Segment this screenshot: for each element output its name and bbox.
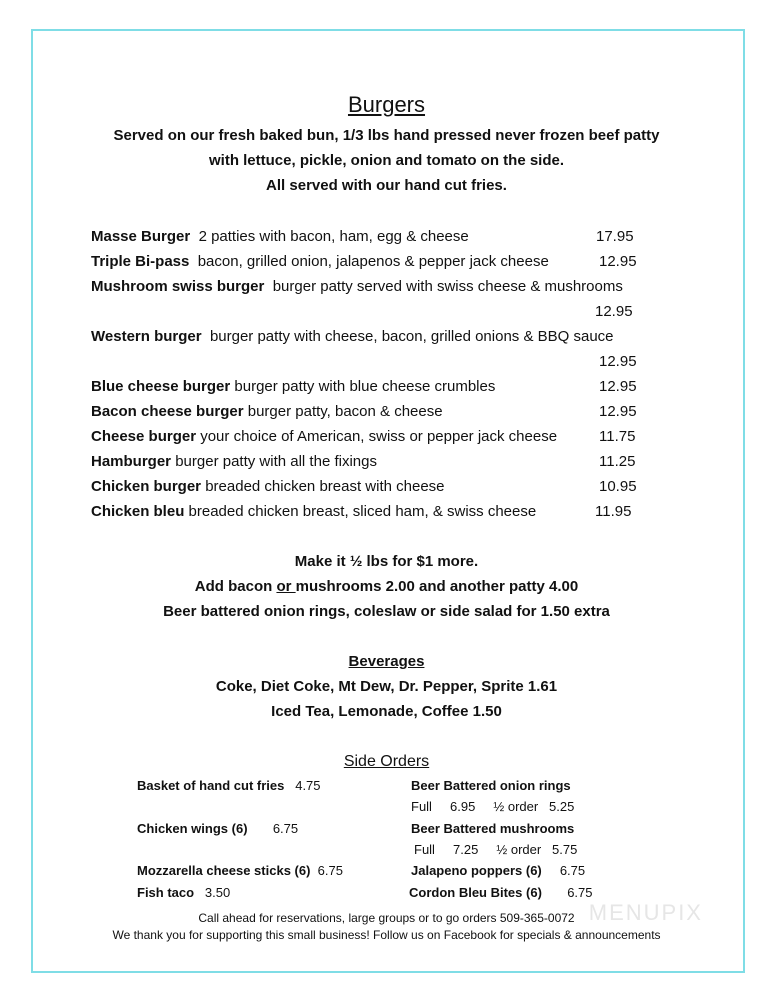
item-price: 11.25 (599, 453, 636, 470)
watermark: MENUPIX (588, 900, 703, 925)
menu-item (91, 478, 445, 495)
side-price: 4.75 (295, 778, 321, 793)
item-name: Mushroom swiss burger (91, 278, 265, 295)
side-name: Fish taco (137, 885, 195, 900)
item-name: Hamburger (91, 453, 172, 470)
item-name: Masse Burger (91, 228, 191, 245)
item-name: Chicken burger (91, 478, 202, 495)
side-onion-rings-prices: Full 6.95 ½ order 5.25 (411, 799, 575, 814)
item-desc: your choice of American, swiss or pepper jack cheese (200, 428, 558, 445)
extra-sides: Beer battered onion rings, coleslaw or side salad for 1.50 extra (163, 603, 610, 620)
side-name: Chicken wings (6) (137, 821, 248, 836)
menu-item (91, 503, 536, 520)
menu-item (91, 328, 614, 345)
side-item-poppers: Jalapeno poppers (6) 6.75 (411, 863, 586, 878)
side-name: Mozzarella cheese sticks (6) (137, 863, 311, 878)
menu-item (91, 253, 549, 270)
item-desc: 2 patties with bacon, ham, egg & cheese (198, 228, 469, 245)
item-price: 17.95 (596, 228, 634, 245)
side-orders-heading: Side Orders (343, 753, 430, 770)
side-mushrooms-prices: Full 7.25 ½ order 5.75 (414, 842, 578, 857)
menu-item (91, 278, 623, 295)
menu-title: Burgers (347, 92, 426, 117)
item-desc: burger patty, bacon & cheese (247, 403, 443, 420)
item-price: 12.95 (595, 303, 633, 320)
extra-half-lb: Make it ½ lbs for $1 more. (294, 553, 479, 570)
side-item (137, 821, 298, 836)
item-name: Bacon cheese burger (91, 403, 244, 420)
item-name: Chicken bleu (91, 503, 185, 520)
menu-item (91, 378, 495, 395)
footer-reservations: Call ahead for reservations, large groups or to go orders 509-365-0072 (198, 911, 575, 925)
side-name: Basket of hand cut fries (137, 778, 285, 793)
side-price: 6.75 (317, 863, 343, 878)
extra-addons: Add bacon or mushrooms 2.00 and another patty 4.00 (194, 578, 579, 595)
beverages-line-1: Coke, Diet Coke, Mt Dew, Dr. Pepper, Sprite 1.61 (215, 678, 558, 695)
side-item-onion-rings: Beer Battered onion rings (411, 778, 571, 793)
menu-item (91, 403, 443, 420)
item-desc: breaded chicken breast with cheese (205, 478, 445, 495)
menu-item (91, 228, 469, 245)
item-desc: burger patty served with swiss cheese & mushrooms (272, 278, 623, 295)
item-price: 12.95 (599, 353, 637, 370)
item-price: 11.75 (599, 428, 636, 445)
item-price: 12.95 (599, 378, 637, 395)
intro-line-1: Served on our fresh baked bun, 1/3 lbs hand pressed never frozen beef patty (113, 127, 660, 144)
item-price: 11.95 (595, 503, 632, 520)
footer-thanks: We thank you for supporting this small business! Follow us on Facebook for specials & announcements (112, 928, 661, 942)
side-item (137, 863, 343, 878)
menu-item (91, 428, 557, 445)
intro-line-3: All served with our hand cut fries. (266, 177, 507, 194)
beverages-line-2: Iced Tea, Lemonade, Coffee 1.50 (271, 703, 502, 720)
menu-item (91, 453, 377, 470)
item-desc: breaded chicken breast, sliced ham, & swiss cheese (188, 503, 537, 520)
side-item (137, 885, 230, 900)
item-price: 10.95 (599, 478, 637, 495)
side-price: 6.75 (272, 821, 299, 836)
item-name: Western burger (91, 328, 202, 345)
item-price: 12.95 (599, 253, 637, 270)
item-desc: burger patty with cheese, bacon, grilled onions & BBQ sauce (209, 328, 614, 345)
item-name: Blue cheese burger (91, 378, 231, 395)
item-desc: bacon, grilled onion, jalapenos & pepper jack cheese (197, 253, 549, 270)
beverages-heading: Beverages (348, 653, 425, 670)
side-item-mushrooms: Beer Battered mushrooms (411, 821, 575, 836)
side-price: 3.50 (204, 885, 231, 900)
item-desc: burger patty with blue cheese crumbles (234, 378, 496, 395)
side-item (137, 778, 321, 793)
item-price: 12.95 (599, 403, 637, 420)
side-item-cordon-bleu: Cordon Bleu Bites (6) 6.75 (409, 885, 593, 900)
item-name: Cheese burger (91, 428, 197, 445)
item-name: Triple Bi-pass (91, 253, 190, 270)
intro-line-2: with lettuce, pickle, onion and tomato on the side. (208, 152, 565, 169)
item-desc: burger patty with all the fixings (175, 453, 377, 470)
